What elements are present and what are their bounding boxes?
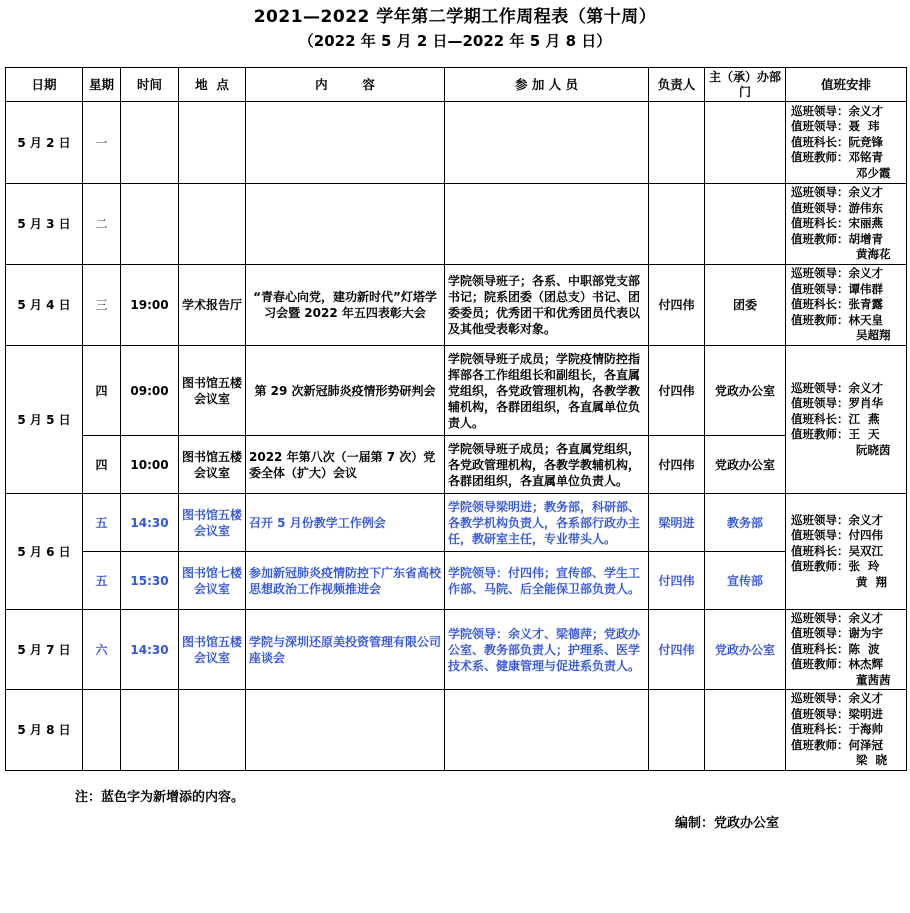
department-cell: 党政办公室: [705, 610, 786, 690]
duty-section-chief: 值班科长：吴双江: [791, 543, 883, 558]
duty-leader: 值班领导：谢为宇: [791, 626, 883, 641]
duty-leader: 值班领导：付四伟: [791, 528, 883, 543]
duty-cell: [786, 184, 907, 265]
content-cell: [246, 690, 445, 771]
duty-section-chief: 值班科长：陈 波: [791, 641, 880, 656]
time-cell: 19:00: [121, 265, 179, 346]
location-cell: 图书馆五楼会议室: [179, 346, 246, 436]
col-header-location: 地 点: [179, 68, 246, 102]
duty-section-chief: 值班科长：阮竞锋: [791, 134, 883, 149]
duty-teacher-2: 梁 晓: [856, 753, 888, 768]
participants-cell: [445, 184, 649, 265]
table-row: [6, 610, 907, 690]
time-cell: [121, 184, 179, 265]
table-row: [6, 102, 907, 184]
duty-leader: 值班领导：聂 玮: [791, 119, 880, 134]
date-range-subtitle: （2022 年 5 月 2 日—2022 年 5 月 8 日）: [298, 32, 612, 50]
duty-section-chief: 值班科长：于海帅: [791, 722, 883, 737]
duty-patrol: 巡班领导：余义才: [791, 610, 883, 625]
department-cell: 宣传部: [705, 552, 786, 610]
duty-teacher-2: 阮晓茵: [856, 442, 891, 457]
participants-cell: 学院领导：余义才、梁德萍；党政办公室、教务部负责人；护理系、医学技术系、健康管理与促进系负责人。: [445, 610, 649, 690]
compiler-credit: 编制：党政办公室: [675, 816, 780, 831]
col-header-date: 日期: [6, 68, 83, 102]
lead-cell: 付四伟: [649, 610, 705, 690]
time-cell: [121, 690, 179, 771]
participants-cell: [445, 102, 649, 184]
table-header-row: [6, 68, 907, 102]
duty-teacher-2: 黄 翔: [856, 574, 888, 589]
location-cell: [179, 102, 246, 184]
duty-leader: 值班领导：罗肖华: [791, 396, 883, 411]
duty-leader: 值班领导：谭伟群: [791, 281, 883, 296]
table-row: [6, 436, 907, 494]
participants-cell: [445, 690, 649, 771]
weekday-cell: [83, 690, 121, 771]
col-header-lead: 负责人: [649, 68, 705, 102]
duty-cell: [786, 494, 907, 610]
duty-patrol: 巡班领导：余义才: [791, 185, 883, 200]
weekday-cell: 五: [83, 552, 121, 610]
lead-cell: 付四伟: [649, 552, 705, 610]
department-cell: 党政办公室: [705, 346, 786, 436]
lead-cell: 付四伟: [649, 346, 705, 436]
duty-cell: [786, 610, 907, 690]
col-header-department: 主（承）办部 门: [705, 68, 786, 102]
duty-teacher: 值班教师：胡增青: [791, 231, 883, 246]
date-cell: 5 月 2 日: [6, 102, 83, 184]
location-cell: 图书馆五楼会议室: [179, 494, 246, 552]
content-cell: 参加新冠肺炎疫情防控下广东省高校思想政治工作视频推进会: [246, 552, 445, 610]
col-header-duty: 值班安排: [786, 68, 907, 102]
content-cell: 2022 年第八次（一届第 7 次）党委全体（扩大）会议: [246, 436, 445, 494]
date-cell: 5 月 5 日: [6, 346, 83, 494]
content-cell: [246, 102, 445, 184]
duty-teacher: 值班教师：王 天: [791, 427, 880, 442]
table-row: [6, 552, 907, 610]
date-cell: 5 月 6 日: [6, 494, 83, 610]
date-cell: 5 月 7 日: [6, 610, 83, 690]
table-row: [6, 494, 907, 552]
col-header-content: 内 容: [246, 68, 445, 102]
weekday-cell: 六: [83, 610, 121, 690]
duty-patrol: 巡班领导：余义才: [791, 691, 883, 706]
col-header-weekday: 星期: [83, 68, 121, 102]
page-title: 2021—2022 学年第二学期工作周程表（第十周）: [253, 7, 657, 27]
weekday-cell: 四: [83, 436, 121, 494]
participants-cell: 学院领导梁明进；教务部，科研部、各教学机构负责人，各系部行政办主任，教研室主任，专业带头人。: [445, 494, 649, 552]
time-cell: 14:30: [121, 494, 179, 552]
location-cell: [179, 690, 246, 771]
department-cell: [705, 102, 786, 184]
duty-patrol: 巡班领导：余义才: [791, 266, 883, 281]
table-row: [6, 265, 907, 346]
table-row: [6, 184, 907, 265]
duty-cell: [786, 265, 907, 346]
duty-leader: 值班领导：游伟东: [791, 200, 883, 215]
duty-patrol: 巡班领导：余义才: [791, 380, 883, 395]
duty-leader: 值班领导：梁明进: [791, 706, 883, 721]
time-cell: [121, 102, 179, 184]
duty-patrol: 巡班领导：余义才: [791, 103, 883, 118]
location-cell: 图书馆七楼会议室: [179, 552, 246, 610]
lead-cell: [649, 102, 705, 184]
weekday-cell: 四: [83, 346, 121, 436]
footnote: 注：蓝色字为新增添的内容。: [75, 790, 245, 805]
department-cell: 教务部: [705, 494, 786, 552]
duty-cell: [786, 346, 907, 494]
col-header-participants: 参 加 人 员: [445, 68, 649, 102]
time-cell: 09:00: [121, 346, 179, 436]
lead-cell: 付四伟: [649, 265, 705, 346]
location-cell: 学术报告厅: [179, 265, 246, 346]
content-cell: “青春心向党，建功新时代”灯塔学习会暨 2022 年五四表彰大会: [246, 265, 445, 346]
duty-cell: [786, 690, 907, 771]
duty-cell: [786, 102, 907, 184]
duty-section-chief: 值班科长：江 燕: [791, 411, 880, 426]
weekday-cell: 三: [83, 265, 121, 346]
duty-teacher-2: 邓少霞: [856, 165, 891, 180]
duty-teacher: 值班教师：邓铭青: [791, 150, 883, 165]
location-cell: 图书馆五楼会议室: [179, 436, 246, 494]
table-row: [6, 346, 907, 436]
duty-teacher-2: 董茜茜: [856, 672, 891, 687]
col-header-time: 时间: [121, 68, 179, 102]
content-cell: [246, 184, 445, 265]
duty-teacher-2: 吴超翔: [856, 328, 891, 343]
participants-cell: 学院领导班子成员；学院疫情防控指挥部各工作组组长和副组长，各直属党组织，各党政管理机构，各教学教辅机构，各群团组织，各直属单位负责人。: [445, 346, 649, 436]
time-cell: 10:00: [121, 436, 179, 494]
weekday-cell: 五: [83, 494, 121, 552]
lead-cell: [649, 690, 705, 771]
participants-cell: 学院领导：付四伟；宣传部、学生工作部、马院、后全能保卫部负责人。: [445, 552, 649, 610]
lead-cell: 付四伟: [649, 436, 705, 494]
weekly-schedule-table: [5, 67, 907, 771]
date-cell: 5 月 4 日: [6, 265, 83, 346]
duty-teacher-2: 黄海花: [856, 247, 891, 262]
lead-cell: [649, 184, 705, 265]
content-cell: 第 29 次新冠肺炎疫情形势研判会: [246, 346, 445, 436]
duty-teacher: 值班教师：张 玲: [791, 559, 880, 574]
duty-teacher: 值班教师：林杰辉: [791, 657, 883, 672]
weekday-cell: 二: [83, 184, 121, 265]
date-cell: 5 月 8 日: [6, 690, 83, 771]
department-cell: 团委: [705, 265, 786, 346]
duty-section-chief: 值班科长：宋丽燕: [791, 216, 883, 231]
content-cell: 召开 5 月份教学工作例会: [246, 494, 445, 552]
weekday-cell: 一: [83, 102, 121, 184]
location-cell: [179, 184, 246, 265]
department-cell: 党政办公室: [705, 436, 786, 494]
time-cell: 15:30: [121, 552, 179, 610]
content-cell: 学院与深圳还原美投资管理有限公司座谈会: [246, 610, 445, 690]
participants-cell: 学院领导班子；各系、中职部党支部书记；院系团委（团总支）书记、团委委员；优秀团干和优秀团员代表以及其他受表彰对象。: [445, 265, 649, 346]
participants-cell: 学院领导班子成员；各直属党组织，各党政管理机构，各教学教辅机构，各群团组织，各直属单位负责人。: [445, 436, 649, 494]
location-cell: 图书馆五楼会议室: [179, 610, 246, 690]
duty-teacher: 值班教师：何泽冠: [791, 737, 883, 752]
department-cell: [705, 184, 786, 265]
department-cell: [705, 690, 786, 771]
duty-section-chief: 值班科长：张青露: [791, 297, 883, 312]
lead-cell: 梁明进: [649, 494, 705, 552]
duty-teacher: 值班教师：林天皇: [791, 312, 883, 327]
time-cell: 14:30: [121, 610, 179, 690]
date-cell: 5 月 3 日: [6, 184, 83, 265]
duty-patrol: 巡班领导：余义才: [791, 512, 883, 527]
table-row: [6, 690, 907, 771]
